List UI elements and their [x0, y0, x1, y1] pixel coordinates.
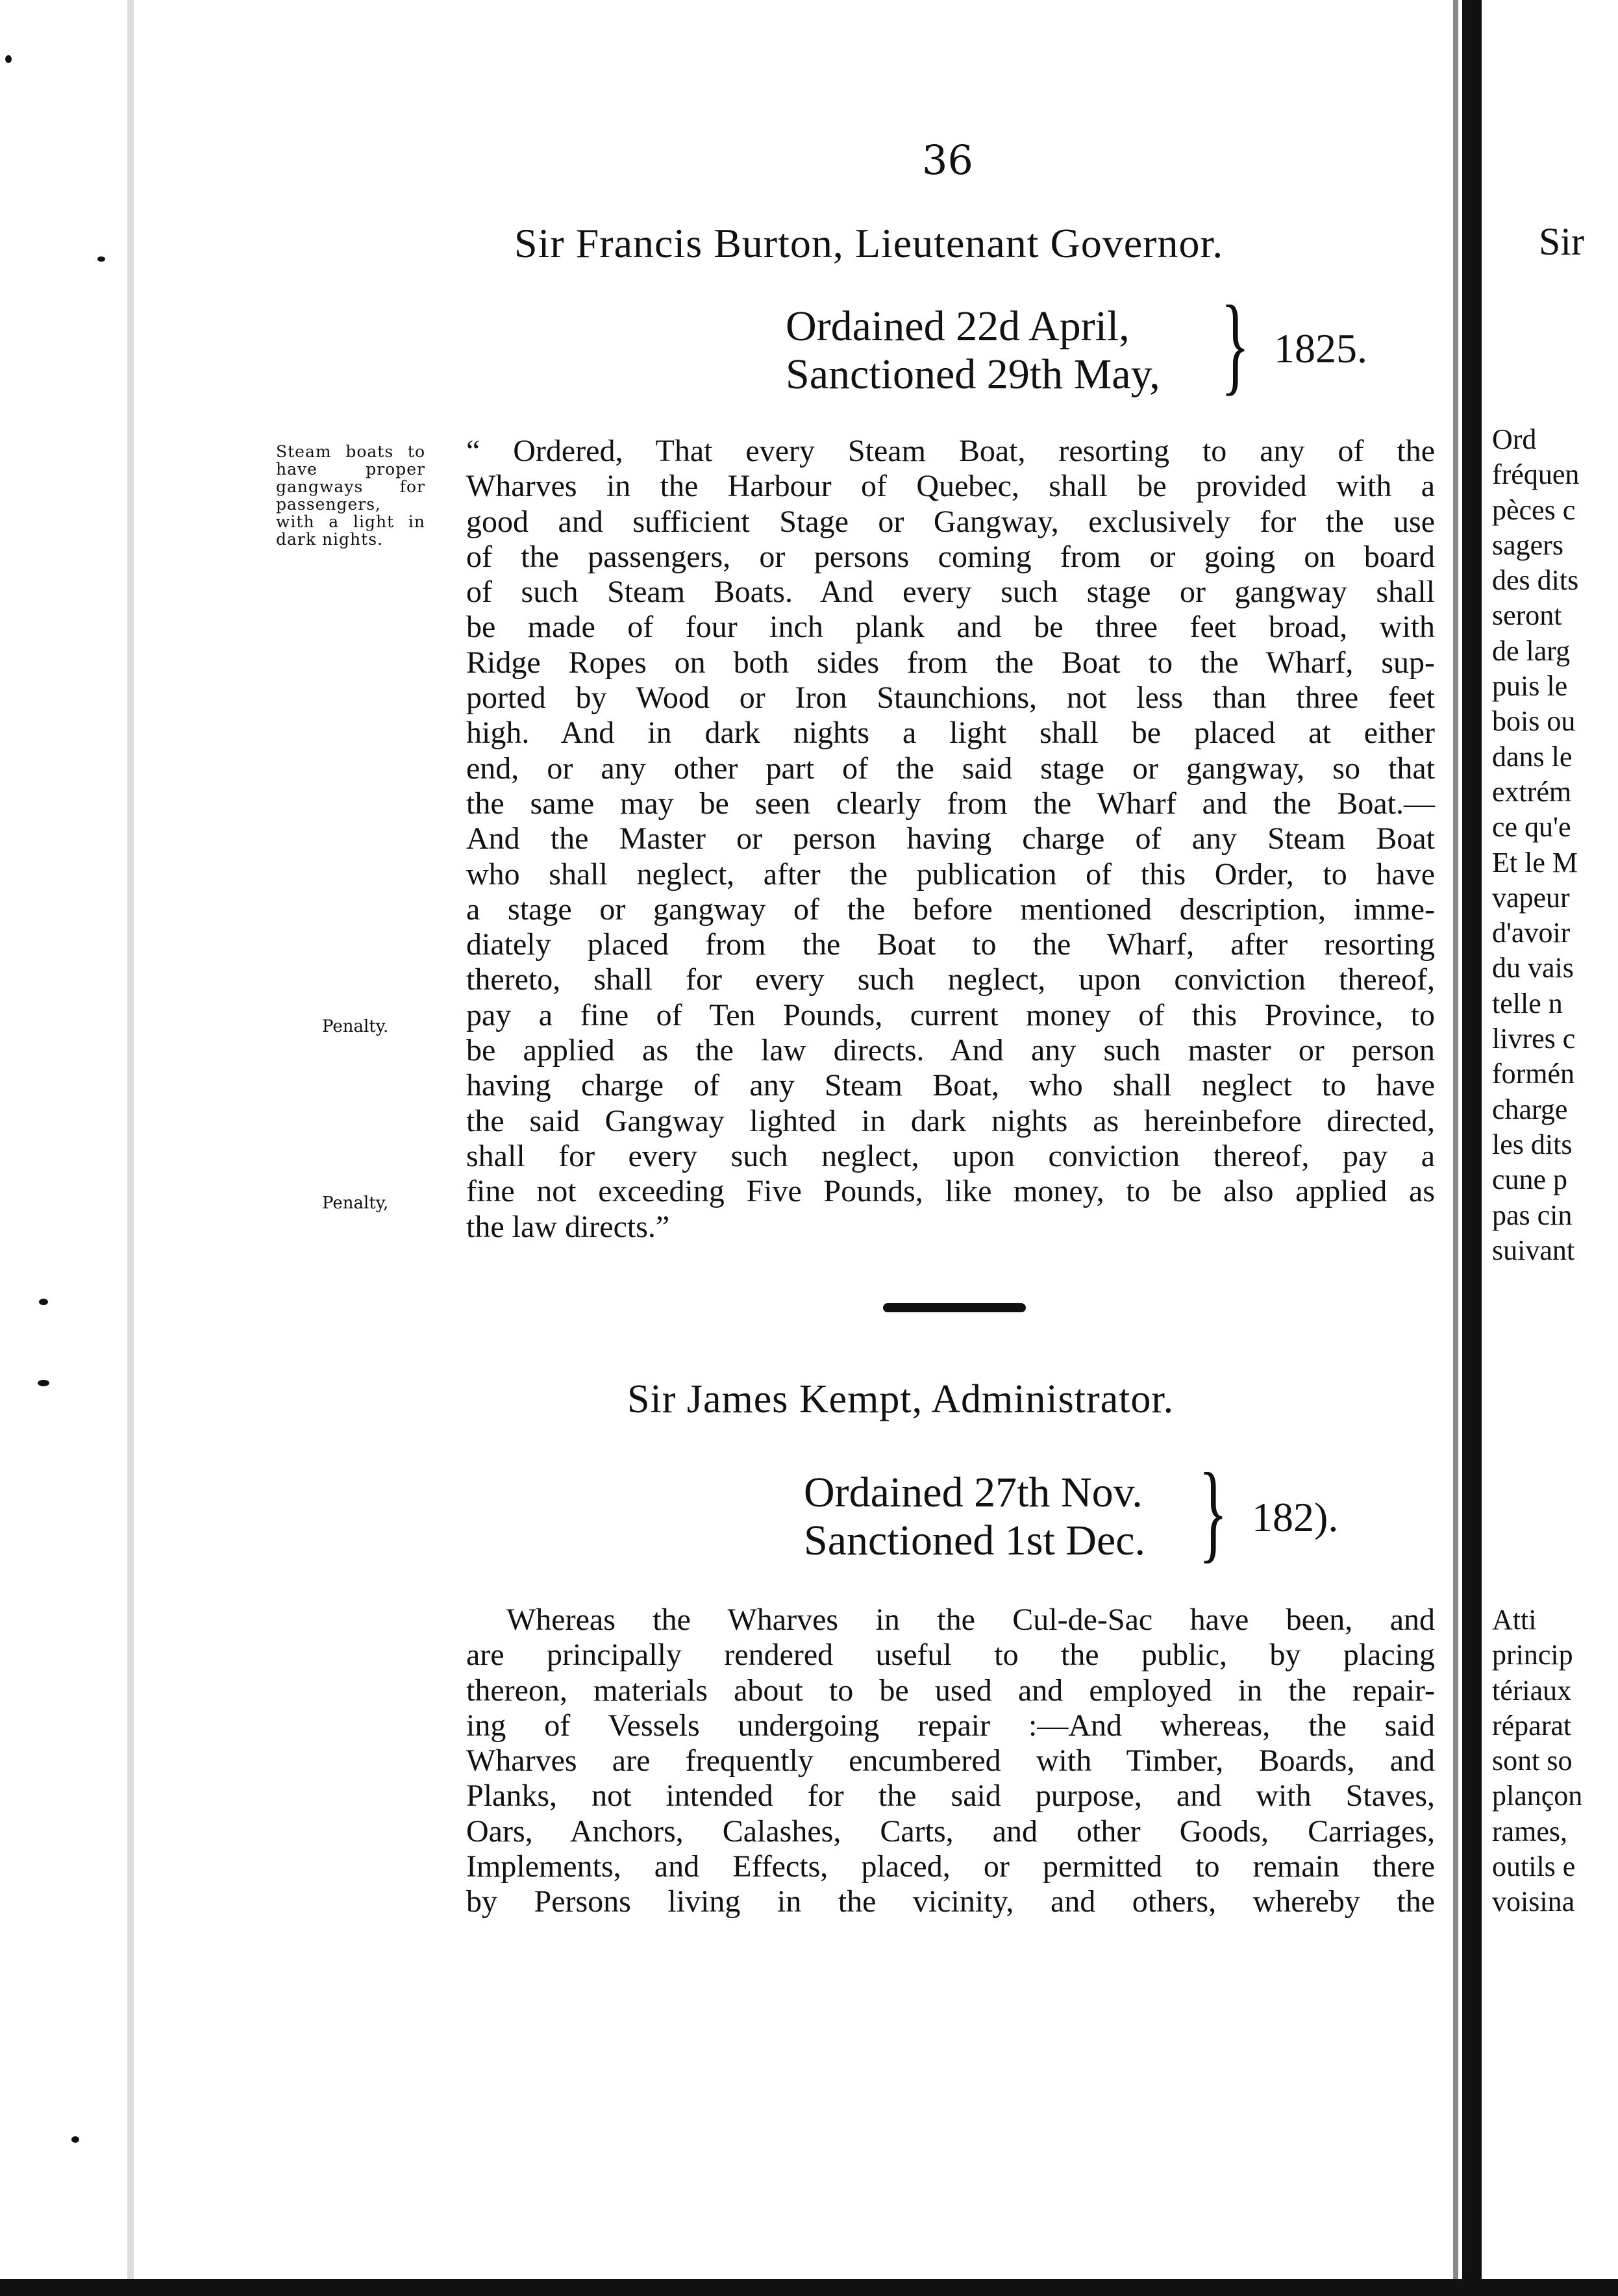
sanctioned-date: Sanctioned 1st Dec.: [804, 1517, 1146, 1564]
brace-icon: }: [1221, 283, 1250, 405]
facing-line: sagers: [1492, 529, 1563, 561]
text-line: Whereas the Wharves in the Cul-de-Sac have been, and: [506, 1603, 1435, 1637]
facing-line: pas cin: [1492, 1199, 1573, 1231]
text-line: “ Ordered, That every Steam Boat, resorting to any of the: [466, 434, 1435, 468]
facing-line: seront: [1492, 599, 1562, 632]
section-divider: [883, 1303, 1026, 1312]
text-line: ing of Vessels undergoing repair :—And whereas, the said: [466, 1708, 1435, 1743]
facing-line: charge: [1492, 1093, 1568, 1125]
facing-line: pèces c: [1492, 493, 1576, 526]
sanctioned-date: Sanctioned 29th May,: [786, 351, 1160, 398]
facing-line: d'avoir: [1492, 917, 1571, 949]
scan-edge-line: [127, 0, 134, 2296]
text-line: by Persons living in the vicinity, and others, whereby the: [466, 1884, 1435, 1919]
facing-line: puis le: [1492, 670, 1568, 703]
text-line: fine not exceeding Five Pounds, like money, to be also applied as: [466, 1174, 1435, 1209]
margin-penalty: Penalty.: [322, 1017, 389, 1036]
text-line: the said Gangway lighted in dark nights as hereinbefore directed,: [466, 1103, 1435, 1138]
facing-line: de larg: [1492, 634, 1571, 667]
text-line: Wharves in the Harbour of Quebec, shall be provided with a: [466, 469, 1435, 504]
text-line: Planks, not intended for the said purpose, and with Staves,: [466, 1778, 1435, 1814]
gutter-shadow: [1453, 0, 1458, 2296]
text-line: the law directs.”: [466, 1209, 670, 1244]
text-line: diately placed from the Boat to the Wharf, after resorting: [466, 927, 1435, 962]
facing-page-column-bottom: [1492, 1603, 1618, 1920]
year: 1825.: [1274, 325, 1367, 371]
text-line: Ridge Ropes on both sides from the Boat to the Wharf, sup-: [466, 645, 1435, 680]
text-line: a stage or gangway of the before mentioned description, imme-: [466, 892, 1435, 927]
facing-line: fréquen: [1492, 458, 1580, 491]
facing-line: rames,: [1492, 1815, 1568, 1847]
text-line: having charge of any Steam Boat, who shall neglect to have: [466, 1068, 1435, 1103]
facing-page-column-top: [1492, 422, 1618, 1268]
facing-line: cune p: [1492, 1164, 1568, 1196]
text-line: pay a fine of Ten Pounds, current money of this Province, to: [466, 997, 1435, 1032]
facing-line: suivant: [1492, 1234, 1575, 1266]
text-line: the same may be seen clearly from the Wharf and the Boat.—: [466, 786, 1435, 821]
facing-line: extrém: [1492, 775, 1572, 808]
facing-line: réparat: [1492, 1709, 1572, 1741]
book-gutter: [1462, 0, 1482, 2296]
text-line: be made of four inch plank and be three feet broad, with: [466, 610, 1435, 645]
ordained-date: Ordained 27th Nov.: [804, 1469, 1143, 1516]
text-line: high. And in dark nights a light shall be placed at either: [466, 716, 1435, 751]
facing-line: formén: [1492, 1058, 1575, 1090]
margin-note: Steam boats to have proper gangways for passengers, with a light in dark nights.: [276, 442, 425, 549]
facing-line: outils e: [1492, 1851, 1576, 1883]
facing-line: plançon: [1492, 1780, 1583, 1812]
scan-speck: [5, 55, 12, 63]
text-line: end, or any other part of the said stage or gangway, so that: [466, 751, 1435, 786]
scan-speck: [39, 1299, 48, 1305]
facing-line: Atti: [1492, 1604, 1537, 1636]
text-line: thereto, shall for every such neglect, upon conviction thereof,: [466, 962, 1435, 997]
text-line: ported by Wood or Iron Staunchions, not less than three feet: [466, 680, 1435, 716]
text-line: shall for every such neglect, upon conviction thereof, pay a: [466, 1138, 1435, 1173]
text-line: Oars, Anchors, Calashes, Carts, and other Goods, Carriages,: [466, 1814, 1435, 1849]
text-line: who shall neglect, after the publication of this Order, to have: [466, 856, 1435, 892]
text-line: And the Master or person having charge of any Steam Boat: [466, 821, 1435, 856]
text-line: are principally rendered useful to the public, by placing: [466, 1638, 1435, 1673]
text-line: Wharves are frequently encumbered with Timber, Boards, and: [466, 1743, 1435, 1778]
facing-line: sont so: [1492, 1745, 1573, 1777]
text-line: thereon, materials about to be used and employed in the repair-: [466, 1673, 1435, 1708]
section-heading-kempt: Sir James Kempt, Administrator.: [627, 1377, 1175, 1421]
text-line: Implements, and Effects, placed, or permitted to remain there: [466, 1849, 1435, 1884]
scan-margin: [0, 0, 114, 2296]
facing-line: des dits: [1492, 564, 1579, 597]
facing-line: vapeur: [1492, 881, 1570, 914]
preamble-paragraph: [466, 1603, 1435, 1920]
facing-line: Ord: [1492, 423, 1537, 455]
text-line: be applied as the law directs. And any such master or person: [466, 1033, 1435, 1068]
section-heading-burton: Sir Francis Burton, Lieutenant Governor.: [514, 220, 1224, 266]
ordinance-paragraph: [466, 434, 1435, 1245]
facing-line: tériaux: [1492, 1674, 1572, 1706]
margin-penalty: Penalty,: [322, 1193, 389, 1213]
text-line: good and sufficient Stage or Gangway, exclusively for the use: [466, 504, 1435, 539]
text-line: of the passengers, or persons coming from or going on board: [466, 539, 1435, 574]
facing-line: les dits: [1492, 1128, 1573, 1160]
scan-speck: [97, 256, 105, 262]
ordained-date: Ordained 22d April,: [786, 303, 1130, 350]
facing-line: dans le: [1492, 740, 1573, 773]
facing-line: du vais: [1492, 952, 1574, 984]
facing-line: telle n: [1492, 987, 1563, 1019]
brace-icon: }: [1199, 1451, 1228, 1573]
facing-line: livres c: [1492, 1023, 1576, 1055]
text-line: of such Steam Boats. And every such stage or gangway shall: [466, 575, 1435, 610]
page-number: 36: [922, 136, 973, 184]
facing-line: Et le M: [1492, 846, 1578, 879]
scan-bottom-edge: [0, 2279, 1618, 2296]
facing-line: voisina: [1492, 1886, 1575, 1918]
facing-page-heading: Sir: [1539, 220, 1585, 263]
facing-line: ce qu'e: [1492, 811, 1571, 843]
facing-line: bois ou: [1492, 705, 1576, 738]
scan-speck: [38, 1380, 49, 1386]
facing-line: princip: [1492, 1639, 1573, 1671]
year: 182).: [1252, 1494, 1339, 1540]
scan-speck: [71, 2136, 79, 2143]
